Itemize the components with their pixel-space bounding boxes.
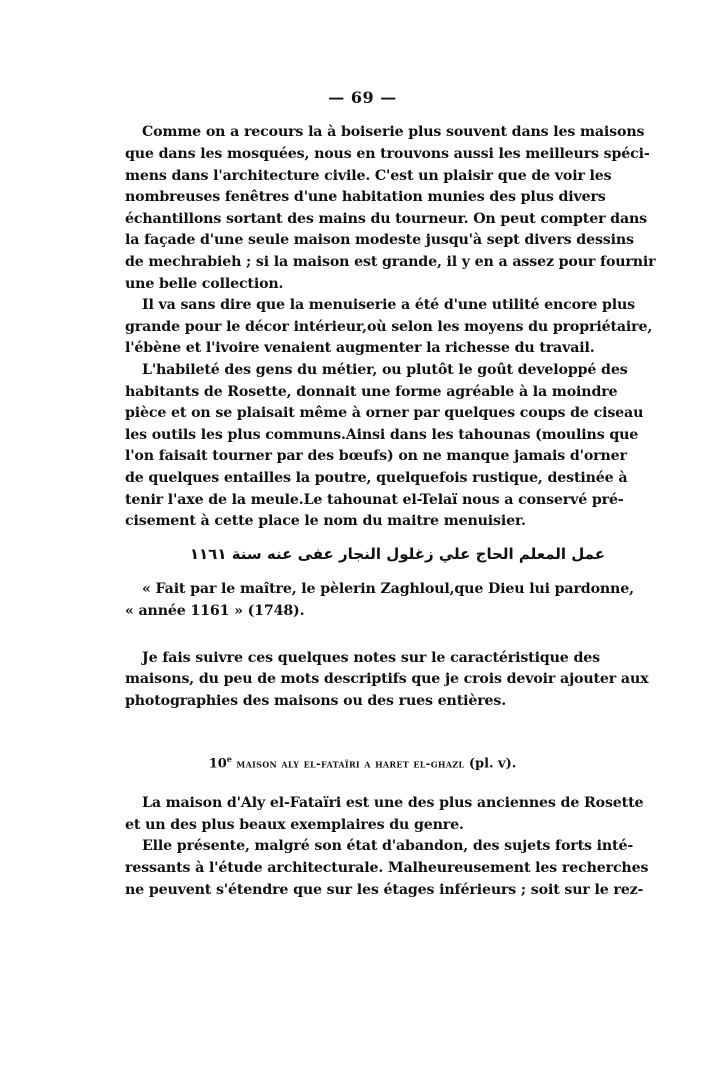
text-line: échantillons sortant des mains du tourneur. On peut compter dans [125,211,648,227]
text-line: Comme on a recours la à boiserie plus souvent dans les maisons [142,124,645,140]
page-number: — 69 — [328,88,397,107]
text-line: grande pour le décor intérieur,où selon les moyens du propriétaire, [125,319,653,335]
text-line: ne peuvent s'étendre que sur les étages inférieurs ; soit sur le rez- [125,882,644,898]
text-line: habitants de Rosette, donnait une forme agréable à la moindre [125,384,618,400]
section-title: maison aly el-fataïri a haret el-ghazl [236,756,465,771]
text-line: La maison d'Aly el-Fataïri est une des plus anciennes de Rosette [142,795,644,811]
text-line: photographies des maisons ou des rues entières. [125,693,507,709]
plate-reference: (pl. v). [468,756,517,772]
text-line: l'ébène et l'ivoire venaient augmenter la richesse du travail. [125,340,595,356]
text-line: tenir l'axe de la meule.Le tahounat el-Telaï nous a conservé pré- [125,492,624,508]
section-ordinal: e [226,754,232,764]
text-line: maisons, du peu de mots descriptifs que je crois devoir ajouter aux [125,671,649,687]
text-line: que dans les mosquées, nous en trouvons aussi les meilleurs spéci- [125,146,650,162]
text-line: nombreuses fenêtres d'une habitation munies des plus divers [125,189,606,205]
text-line: une belle collection. [125,276,284,292]
text-line: cisement à cette place le nom du maitre menuisier. [125,513,526,529]
text-line: « Fait par le maître, le pèlerin Zaghloul,que Dieu lui pardonne, [142,581,634,597]
text-line: et un des plus beaux exemplaires du genre. [125,817,464,833]
text-line: la façade d'une seule maison modeste jusqu'à sept divers dessins [125,232,634,248]
text-line: mens dans l'architecture civile. C'est un plaisir que de voir les [125,168,612,184]
text-line: de mechrabieh ; si la maison est grande, il y en a assez pour fournir [125,254,656,270]
text-line: pièce et on se plaisait même à orner par quelques coups de ciseau [125,405,644,421]
arabic-inscription: عمل المعلم الحاج علي زغلول النجار عفى عنه سنة ١١٦١ [189,545,605,563]
text-line: Je fais suivre ces quelques notes sur le caractéristique des [142,650,600,666]
text-line: l'on faisait tourner par des bœufs) on ne manque jamais d'orner [125,448,627,464]
text-line: « année 1161 » (1748). [125,603,305,619]
text-line: Il va sans dire que la menuiserie a été d'une utilité encore plus [142,297,635,313]
section-number: 10 [208,756,227,772]
text-line: les outils les plus communs.Ainsi dans les tahounas (moulins que [125,427,639,443]
text-line: Elle présente, malgré son état d'abandon, des sujets forts inté- [142,838,634,854]
text-line: L'habileté des gens du métier, ou plutôt le goût developpé des [142,362,628,378]
section-heading [125,748,600,775]
text-line: ressants à l'étude architecturale. Malheureusement les recherches [125,860,649,876]
text-line: de quelques entailles la poutre, quelquefois rustique, destinée à [125,470,628,486]
